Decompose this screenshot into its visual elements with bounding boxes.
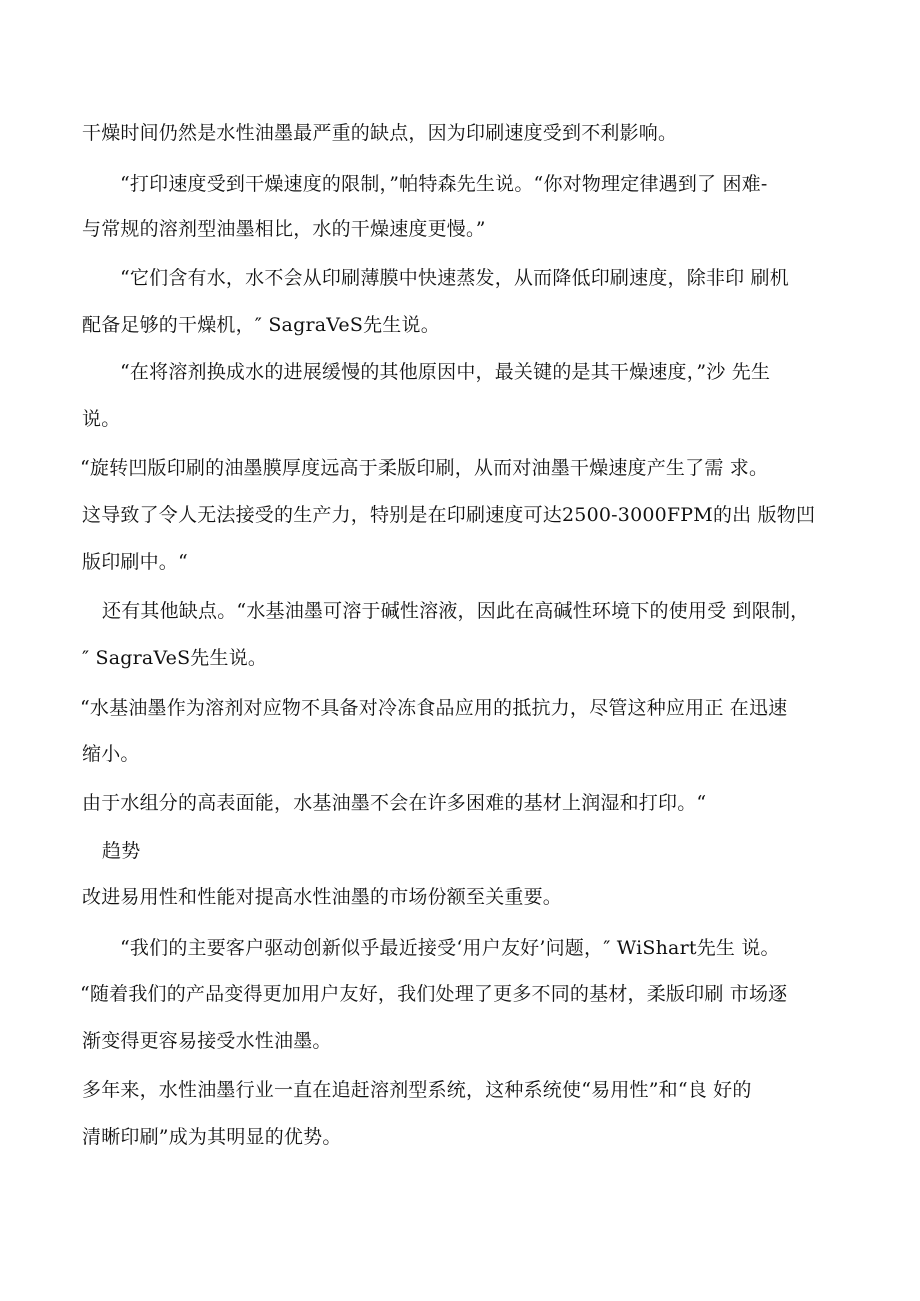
text-line: 还有其他缺点。“水基油墨可溶于碱性溶液，因此在高碱性环境下的使用受 到限制， [102, 600, 810, 622]
text-line: 由于水组分的高表面能，水基油墨不会在许多困难的基材上润湿和打印。“ [82, 792, 707, 814]
text-line: “在将溶剂换成水的进展缓慢的其他原因中，最关键的是其干燥速度，”沙 先生 [120, 361, 771, 383]
text-line: “我们的主要客户驱动创新似乎最近接受‘用户友好’问题，″ WiShart先生 说。 [120, 937, 780, 959]
text-line: 配备足够的干燥机，″ SagraVeS先生说。 [82, 314, 440, 336]
text-line: 多年来，水性油墨行业一直在追赶溶剂型系统，这种系统使“易用性”和“良 好的 [82, 1079, 752, 1101]
text-line: ″ SagraVeS先生说。 [82, 647, 268, 669]
text-line: 与常规的溶剂型油墨相比，水的干燥速度更慢。” [82, 218, 486, 240]
text-line: “打印速度受到干燥速度的限制，”帕特森先生说。“你对物理定律遇到了 困难- [120, 173, 768, 195]
text-line: “它们含有水，水不会从印刷薄膜中快速蒸发，从而降低印刷速度，除非印 刷机 [120, 267, 789, 289]
section-heading: 趋势 [102, 840, 141, 862]
text-line: 渐变得更容易接受水性油墨。 [82, 1030, 332, 1052]
text-line: 缩小。 [82, 743, 140, 765]
text-line: 清晰印刷”成为其明显的优势。 [82, 1126, 342, 1148]
text-line: 这导致了令人无法接受的生产力，特别是在印刷速度可达2500-3000FPM的出 版物凹 [82, 504, 816, 526]
text-line: “旋转凹版印刷的油墨膜厚度远高于柔版印刷，从而对油墨干燥速度产生了需 求。 [80, 457, 769, 479]
text-line: 说。 [82, 408, 121, 430]
text-line: “水基油墨作为溶剂对应物不具备对冷冻食品应用的抵抗力，尽管这种应用正 在迅速 [80, 697, 788, 719]
text-line: 干燥时间仍然是水性油墨最严重的缺点，因为印刷速度受到不利影响。 [82, 122, 678, 144]
text-line: 改进易用性和性能对提高水性油墨的市场份额至关重要。 [82, 886, 563, 908]
text-line: “随着我们的产品变得更加用户友好，我们处理了更多不同的基材，柔版印刷 市场逐 [80, 983, 788, 1005]
text-line: 版印刷中。“ [82, 551, 188, 573]
